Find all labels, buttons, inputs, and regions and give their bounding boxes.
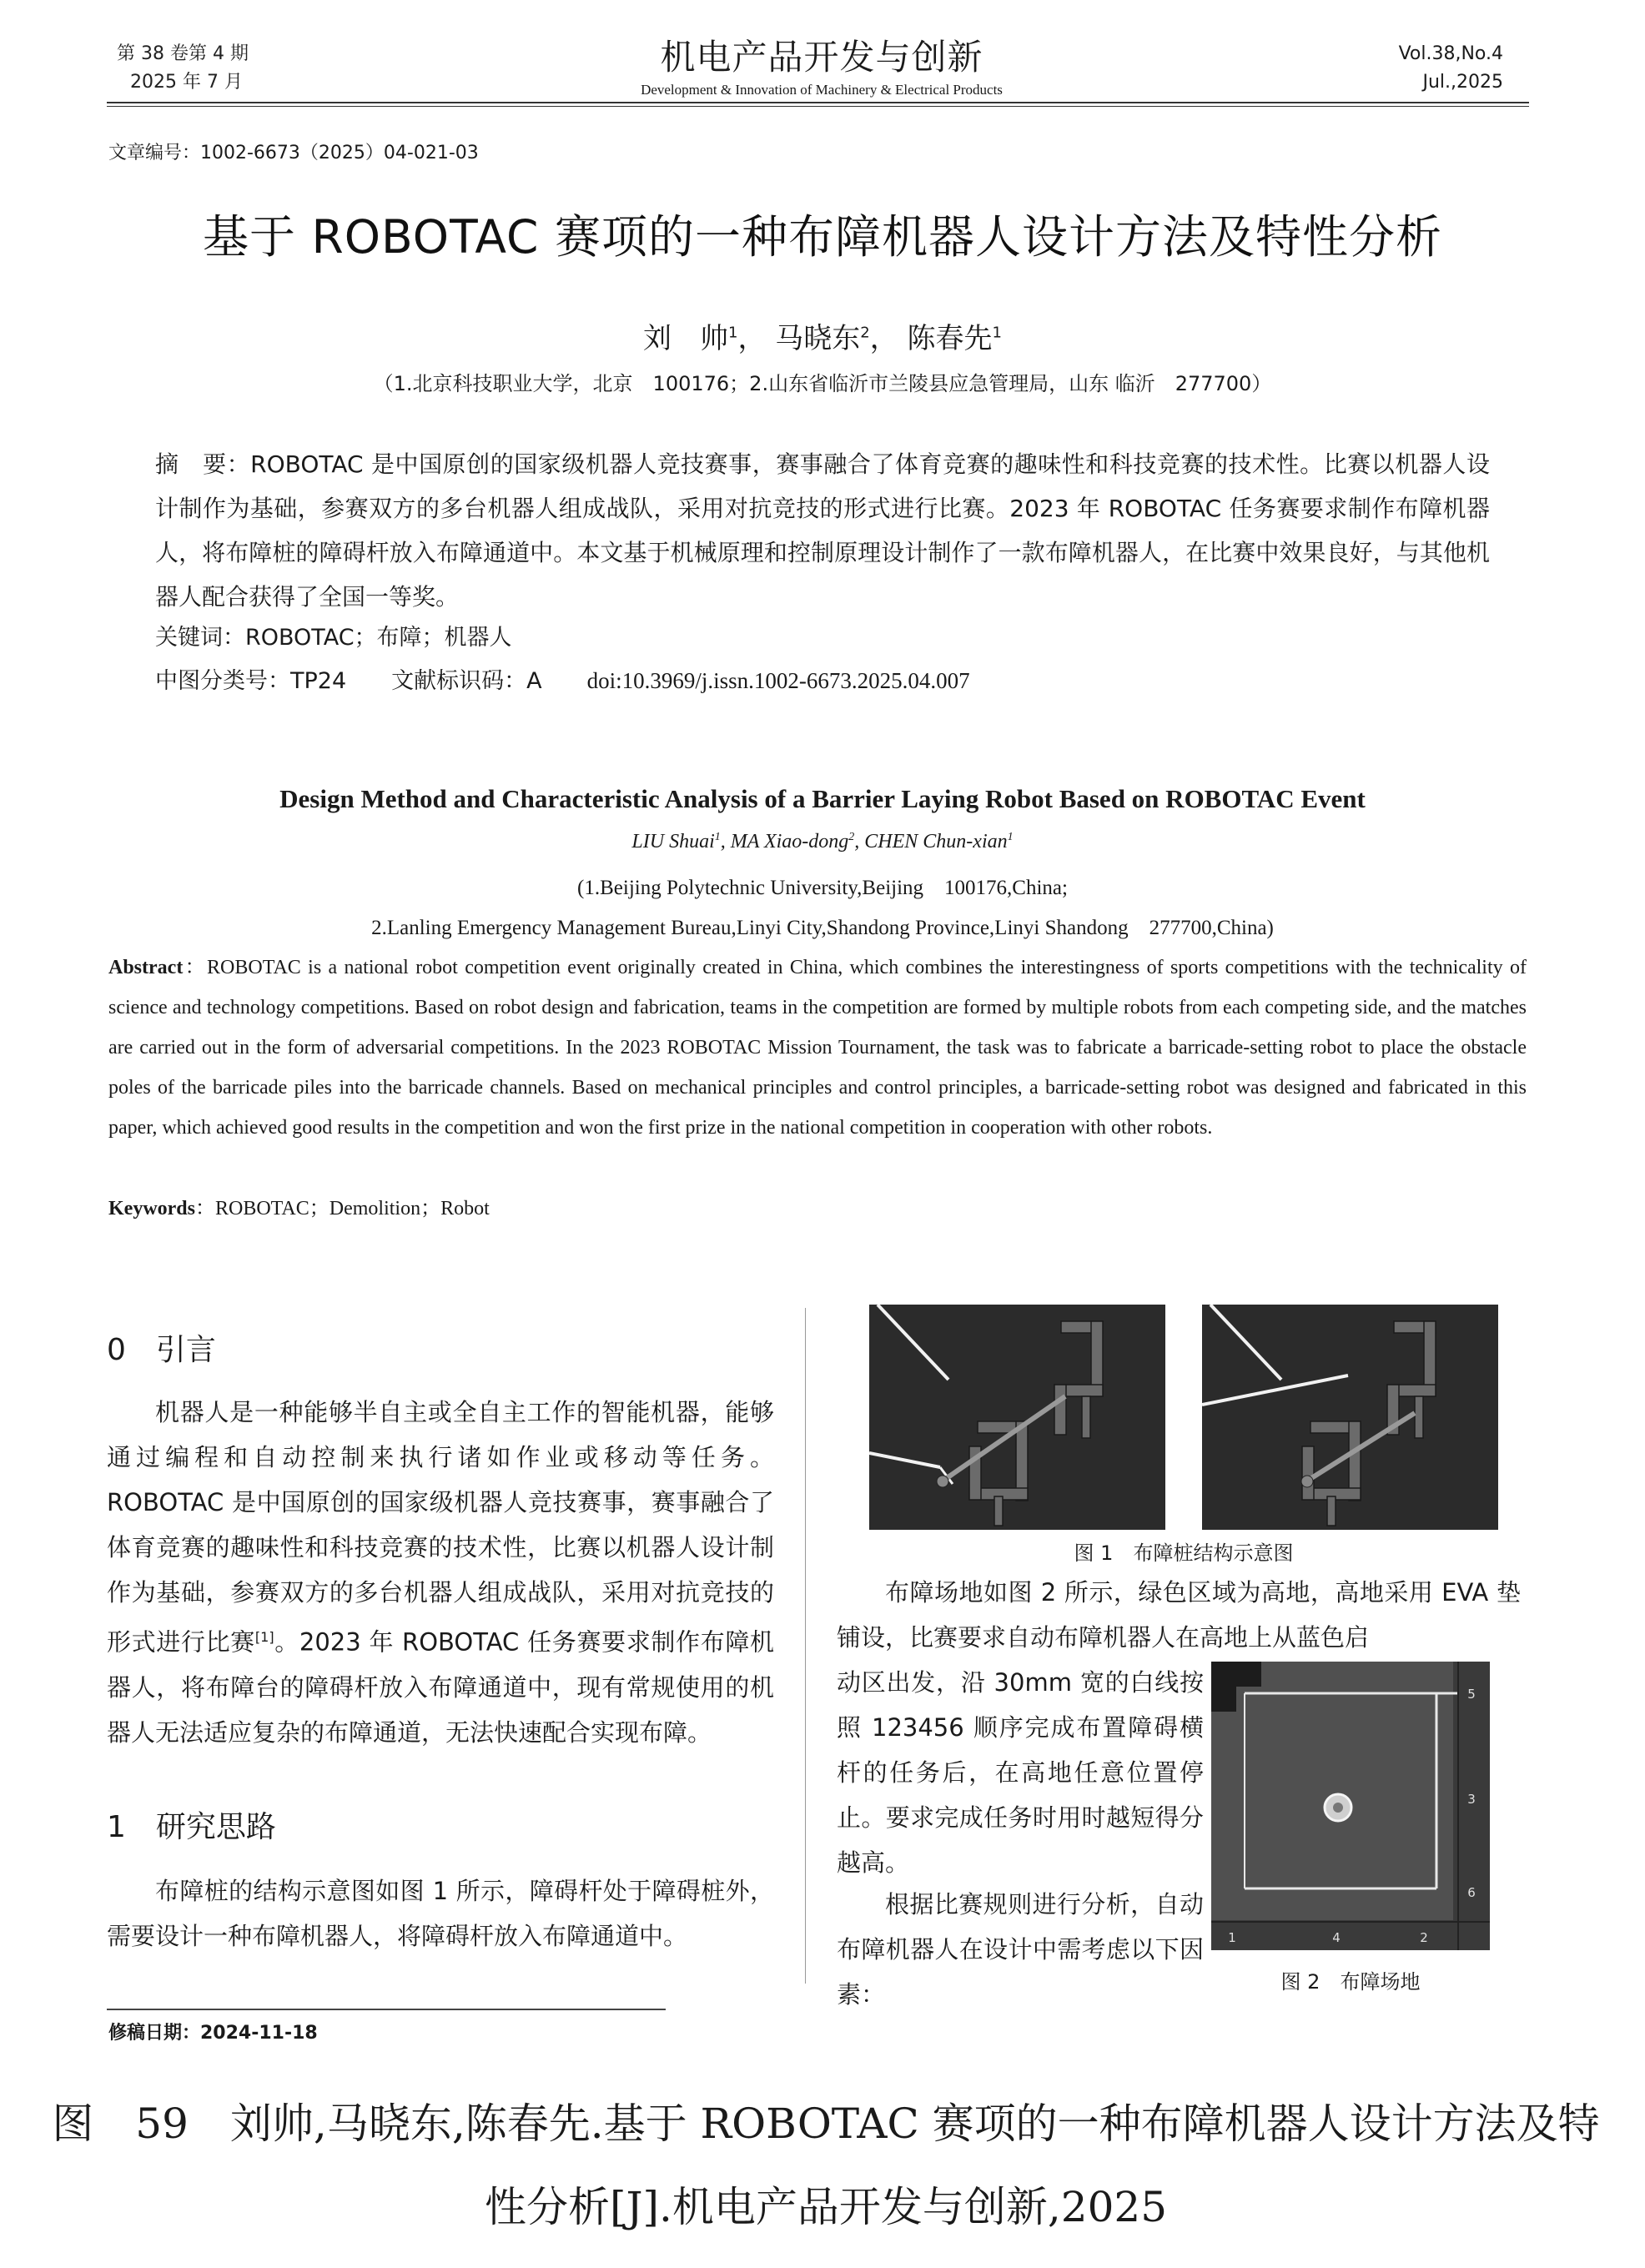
author-name-en: LIU Shuai [631,831,715,852]
field-label-4: 4 [1332,1930,1341,1945]
author-name: 马晓东 [775,322,861,355]
authors-en [0,831,1645,853]
author-separator: ， [869,322,898,355]
author-affil-mark: 2 [860,324,870,342]
paper-title-en: Design Method and Characteristic Analysis of a Barrier Laying Robot Based on ROBOTAC Event [279,784,1366,813]
field-label-5: 5 [1467,1687,1476,1702]
abstract-en [108,948,1527,1148]
authors-cn [0,315,1645,356]
journal-title-cn: 机电产品开发与创新 [660,37,983,78]
author-affil-mark-en: 1 [1007,831,1014,843]
journal-title-en: Development & Innovation of Machinery & Electrical Products [641,82,1003,98]
footnote-rule [107,2009,666,2010]
barrier-field-map [1211,1662,1490,1950]
keywords-en [108,1191,490,1220]
author-affil-mark-en: 2 [848,831,855,843]
section-0-text: 机器人是一种能够半自主或全自主工作的智能机器，能够通过编程和自动控制来执行诸如作业或移动等任务。ROBOTAC 是中国原创的国家级机器人竞技赛事，赛事融合了体育竞赛的趣味性和科技竞赛的技术性，比赛以机器人设计制作为基础，参赛双方的多台机器人组成战队，采用对抗竞技的形式进行比赛 [107,1398,774,1657]
keywords-cn: 关键词：ROBOTAC；布障；机器人 [155,625,512,651]
doi: doi:10.3969/j.issn.1002-6673.2025.04.007 [586,668,970,693]
abstract-en-text: ：ROBOTAC is a national robot competition event originally created in China, which combines the interestingness of sports competitions with the technicality of science and technology competitions. Based on robot design and fabrication, teams in the competition are formed by multiple robots from each competing side, and the matches are carried out in the form of adversarial competitions. In the 2023 ROBOTAC Mission Tournament, the task was to fabricate a barricade-setting robot to place the obstacle poles of the barricade piles into the barricade channels. Based on mechanical principles and control principles, a barricade-setting robot was designed and fabricated in this paper, which achieved good results in the competition and won the first prize in the national competition in cooperation with other robots. [108,957,1527,1139]
date-en: Jul.,2025 [1422,72,1503,93]
right-paragraph-1: 布障场地如图 2 所示，绿色区域为高地，高地采用 EVA 垫铺设，比赛要求自动布障机器人在高地上从蓝色启 [837,1578,1521,1652]
field-label-1: 1 [1228,1930,1236,1945]
abstract-en-label: Abstract [108,957,184,978]
section-1-paragraph: 布障桩的结构示意图如图 1 所示，障碍杆处于障碍桩外，需要设计一种布障机器人，将障碍杆放入布障通道中。 [107,1877,774,1950]
figure-2-caption: 图 2 布障场地 [1280,1970,1421,1994]
header-volume-date [117,40,249,97]
affiliations-cn: （1.北京科技职业大学，北京 100176；2.山东省临沂市兰陵县应急管理局，山东 临沂 277700） [373,372,1272,395]
document-code: 文献标识码：A [391,668,542,694]
right-paragraph-2: 动区出发，沿 30mm 宽的白线按照 123456 顺序完成布置障碍横杆的任务后，在高地任意位置停止。要求完成任务时用时越短得分越高。 [837,1668,1204,1877]
barrier-pile-render-left [869,1305,1165,1530]
volume-cn: 第 38 卷第 4 期 [117,43,249,64]
article-number: 文章编号：1002-6673（2025）04-021-03 [108,143,479,163]
section-1-heading: 1 研究思路 [107,1810,276,1844]
author-name-en: MA Xiao-dong [730,831,849,852]
paper-title-cn: 基于 ROBOTAC 赛项的一种布障机器人设计方法及特性分析 [203,210,1442,264]
field-label-6: 6 [1467,1885,1476,1900]
author-name: 刘 帅 [643,322,728,355]
figure-1-caption: 图 1 布障桩结构示意图 [1074,1541,1294,1565]
section-0-text-after: 。2023 年 ROBOTAC 任务赛要求制作布障机器人，将布障台的障碍杆放入布障通道中，现有常规使用的机器人无法适应复杂的布障通道，无法快速配合实现布障。 [107,1627,774,1747]
abstract-cn [155,442,1490,619]
right-paragraph-3: 根据比赛规则进行分析，自动布障机器人在设计中需考虑以下因素： [837,1890,1204,2009]
abstract-cn-text: ROBOTAC 是中国原创的国家级机器人竞技赛事，赛事融合了体育竞赛的趣味性和科技竞赛的技术性。比赛以机器人设计制作为基础，参赛双方的多台机器人组成战队，采用对抗竞技的形式进行比赛。2023 年 ROBOTAC 任务赛要求制作布障机器人，将布障桩的障碍杆放入布障通道中。本文基于机械原理和控制原理设计制作了一款布障机器人，在比赛中效果良好，与其他机器人配合获得了全国一等奖。 [155,450,1490,611]
author-affil-mark: 1 [992,324,1002,342]
abstract-cn-label: 摘 要： [155,450,251,478]
citation-mark: [1] [254,1629,274,1645]
author-affil-mark-en: 1 [714,831,721,843]
revision-date-footnote: 修稿日期：2024-11-18 [108,2023,318,2044]
author-affil-mark: 1 [728,324,738,342]
header-rule [107,102,1529,107]
section-0-heading: 0 引言 [107,1333,216,1367]
column-divider [805,1308,806,1984]
barrier-pile-render-right [1202,1305,1498,1530]
affiliation-en-1: (1.Beijing Polytechnic University,Beijing 100176,China; [577,877,1068,899]
author-separator-en: , [854,831,865,852]
date-cn: 2025 年 7 月 [130,72,243,93]
affiliation-en-2: 2.Lanling Emergency Management Bureau,Linyi City,Shandong Province,Linyi Shandong 277700,China) [371,917,1274,939]
clc-number: 中图分类号：TP24 [155,668,347,694]
figure-2-image [1211,1662,1490,1950]
figure-1-left-image [869,1305,1165,1530]
section-0-paragraph [107,1390,774,1755]
author-separator: ， [737,322,767,355]
keywords-en-text: ：ROBOTAC；Demolition；Robot [195,1198,490,1219]
field-label-3: 3 [1467,1792,1476,1807]
keywords-en-label: Keywords [108,1198,195,1219]
volume-en: Vol.38,No.4 [1398,43,1503,64]
author-name: 陈春先 [907,322,993,355]
figure-1-right-image [1202,1305,1498,1530]
image-caption: 图 59 刘帅,马晓东,陈春先.基于 ROBOTAC 赛项的一种布障机器人设计方法及特性分析[J].机电产品开发与创新,2025 [52,2100,1600,2231]
journal-masthead [467,30,1176,98]
field-label-2: 2 [1420,1930,1428,1945]
author-separator-en: , [720,831,731,852]
classification-line [155,662,1015,695]
header-volume-en [1399,40,1503,97]
author-name-en: CHEN Chun-xian [864,831,1008,852]
